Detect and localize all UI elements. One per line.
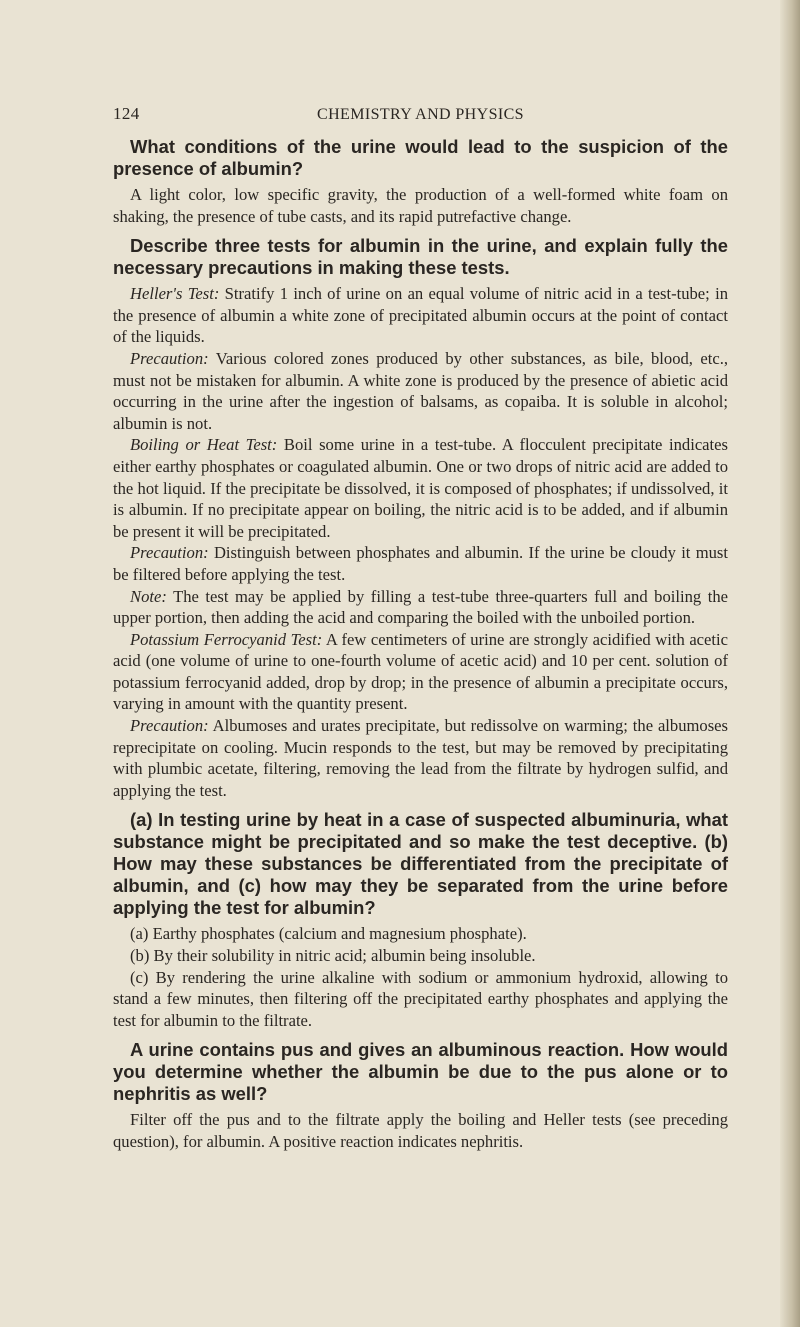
answer-3c: (c) By rendering the urine alkaline with sodium or ammonium hydroxid, allowing to stand a few minutes, then filtering off the precipitated earthy phosphates and applying the test for albumin to the filtrate.: [113, 967, 728, 1030]
question-4: A urine contains pus and gives an albuminous reaction. How would you determine whether the albumin be due to the pus alone or to nephritis as well?: [113, 1039, 728, 1105]
hellers-test: Heller's Test: Stratify 1 inch of urine on an equal volume of nitric acid in a test-tube; in the presence of albumin a white zone of precipitated albumin occurs at the point of contact of the liquids.: [113, 284, 728, 347]
note: Note: The test may be applied by filling a test-tube three-quarters full and boiling the upper portion, then adding the acid and comparing the boiled with the unboiled portion.: [113, 586, 728, 628]
precaution-2: Precaution: Distinguish between phosphates and albumin. If the urine be cloudy it must be filtered before applying the test.: [113, 543, 728, 584]
question-2: Describe three tests for albumin in the urine, and explain fully the necessary precautions in making these tests.: [113, 235, 728, 279]
boiling-test: Boiling or Heat Test: Boil some urine in a test-tube. A flocculent precipitate indicates either earthy phosphates or coagulated albumin. One or two drops of nitric acid are added to the hot liquid. If the precipitate be dissolved, it is composed of phosphates; if undissolved, it is albumin. If no precipitate appear on boiling, the nitric acid is to be added, and if albumin be present it will be precipitated.: [113, 435, 728, 541]
precaution-label: Precaution:: [130, 543, 209, 563]
running-header: [113, 104, 728, 128]
hellers-test-label: Heller's Test:: [130, 284, 220, 304]
question-3: (a) In testing urine by heat in a case of suspected albuminuria, what substance might be precipitated and so make the test deceptive. (b) How may these substances be differentiated from the precipitate of albumin, and (c) how may they be separated from the urine before applying the test for albumin?: [113, 809, 728, 919]
precaution-3: Precaution: Albumoses and urates precipitate, but redissolve on warming; the albumoses reprecipitate on cooling. Mucin responds to the test, but may be removed by precipitating with plumbic acetate, filtering, removing the lead from the filtrate by hydrogen sulfid, and applying the test.: [113, 716, 728, 800]
precaution-1: Precaution: Various colored zones produced by other substances, as bile, blood, etc., must not be mistaken for albumin. A white zone is produced by the presence of abietic acid occurring in the urine after the ingestion of balsams, as copaiba. It is soluble in alcohol; albumin is not.: [113, 348, 728, 433]
answer-1: A light color, low specific gravity, the production of a well-formed white foam on shaking, the presence of tube casts, and its rapid putrefactive change.: [113, 185, 728, 226]
answer-4: Filter off the pus and to the filtrate apply the boiling and Heller tests (see preceding question), for albumin. A positive reaction indicates nephritis.: [113, 1110, 728, 1151]
ferrocyanid-test-label: Potassium Ferrocyanid Test:: [130, 629, 323, 649]
page-number: 124: [113, 104, 140, 123]
ferrocyanid-test: Potassium Ferrocyanid Test: A few centimeters of urine are strongly acidified with acetic acid (one volume of urine to one-fourth volume of acetic acid) and 10 per cent. solution of potassium ferrocyanid added, drop by drop; in the presence of albumin a precipitate occurs, varying in amount with the quantity present.: [113, 629, 728, 714]
running-title: CHEMISTRY AND PHYSICS: [317, 106, 524, 123]
precaution-label: Precaution:: [130, 716, 209, 736]
question-1: What conditions of the urine would lead to the suspicion of the presence of albumin?: [113, 136, 728, 179]
answer-3a: (a) Earthy phosphates (calcium and magnesium phosphate).: [130, 924, 527, 944]
note-label: Note:: [130, 586, 167, 606]
boiling-test-label: Boiling or Heat Test:: [130, 435, 278, 455]
precaution-label: Precaution:: [130, 348, 209, 368]
answer-3b: (b) By their solubility in nitric acid; albumin being insoluble.: [130, 946, 536, 966]
page-edge: [780, 0, 800, 1327]
book-page: [113, 104, 728, 1153]
